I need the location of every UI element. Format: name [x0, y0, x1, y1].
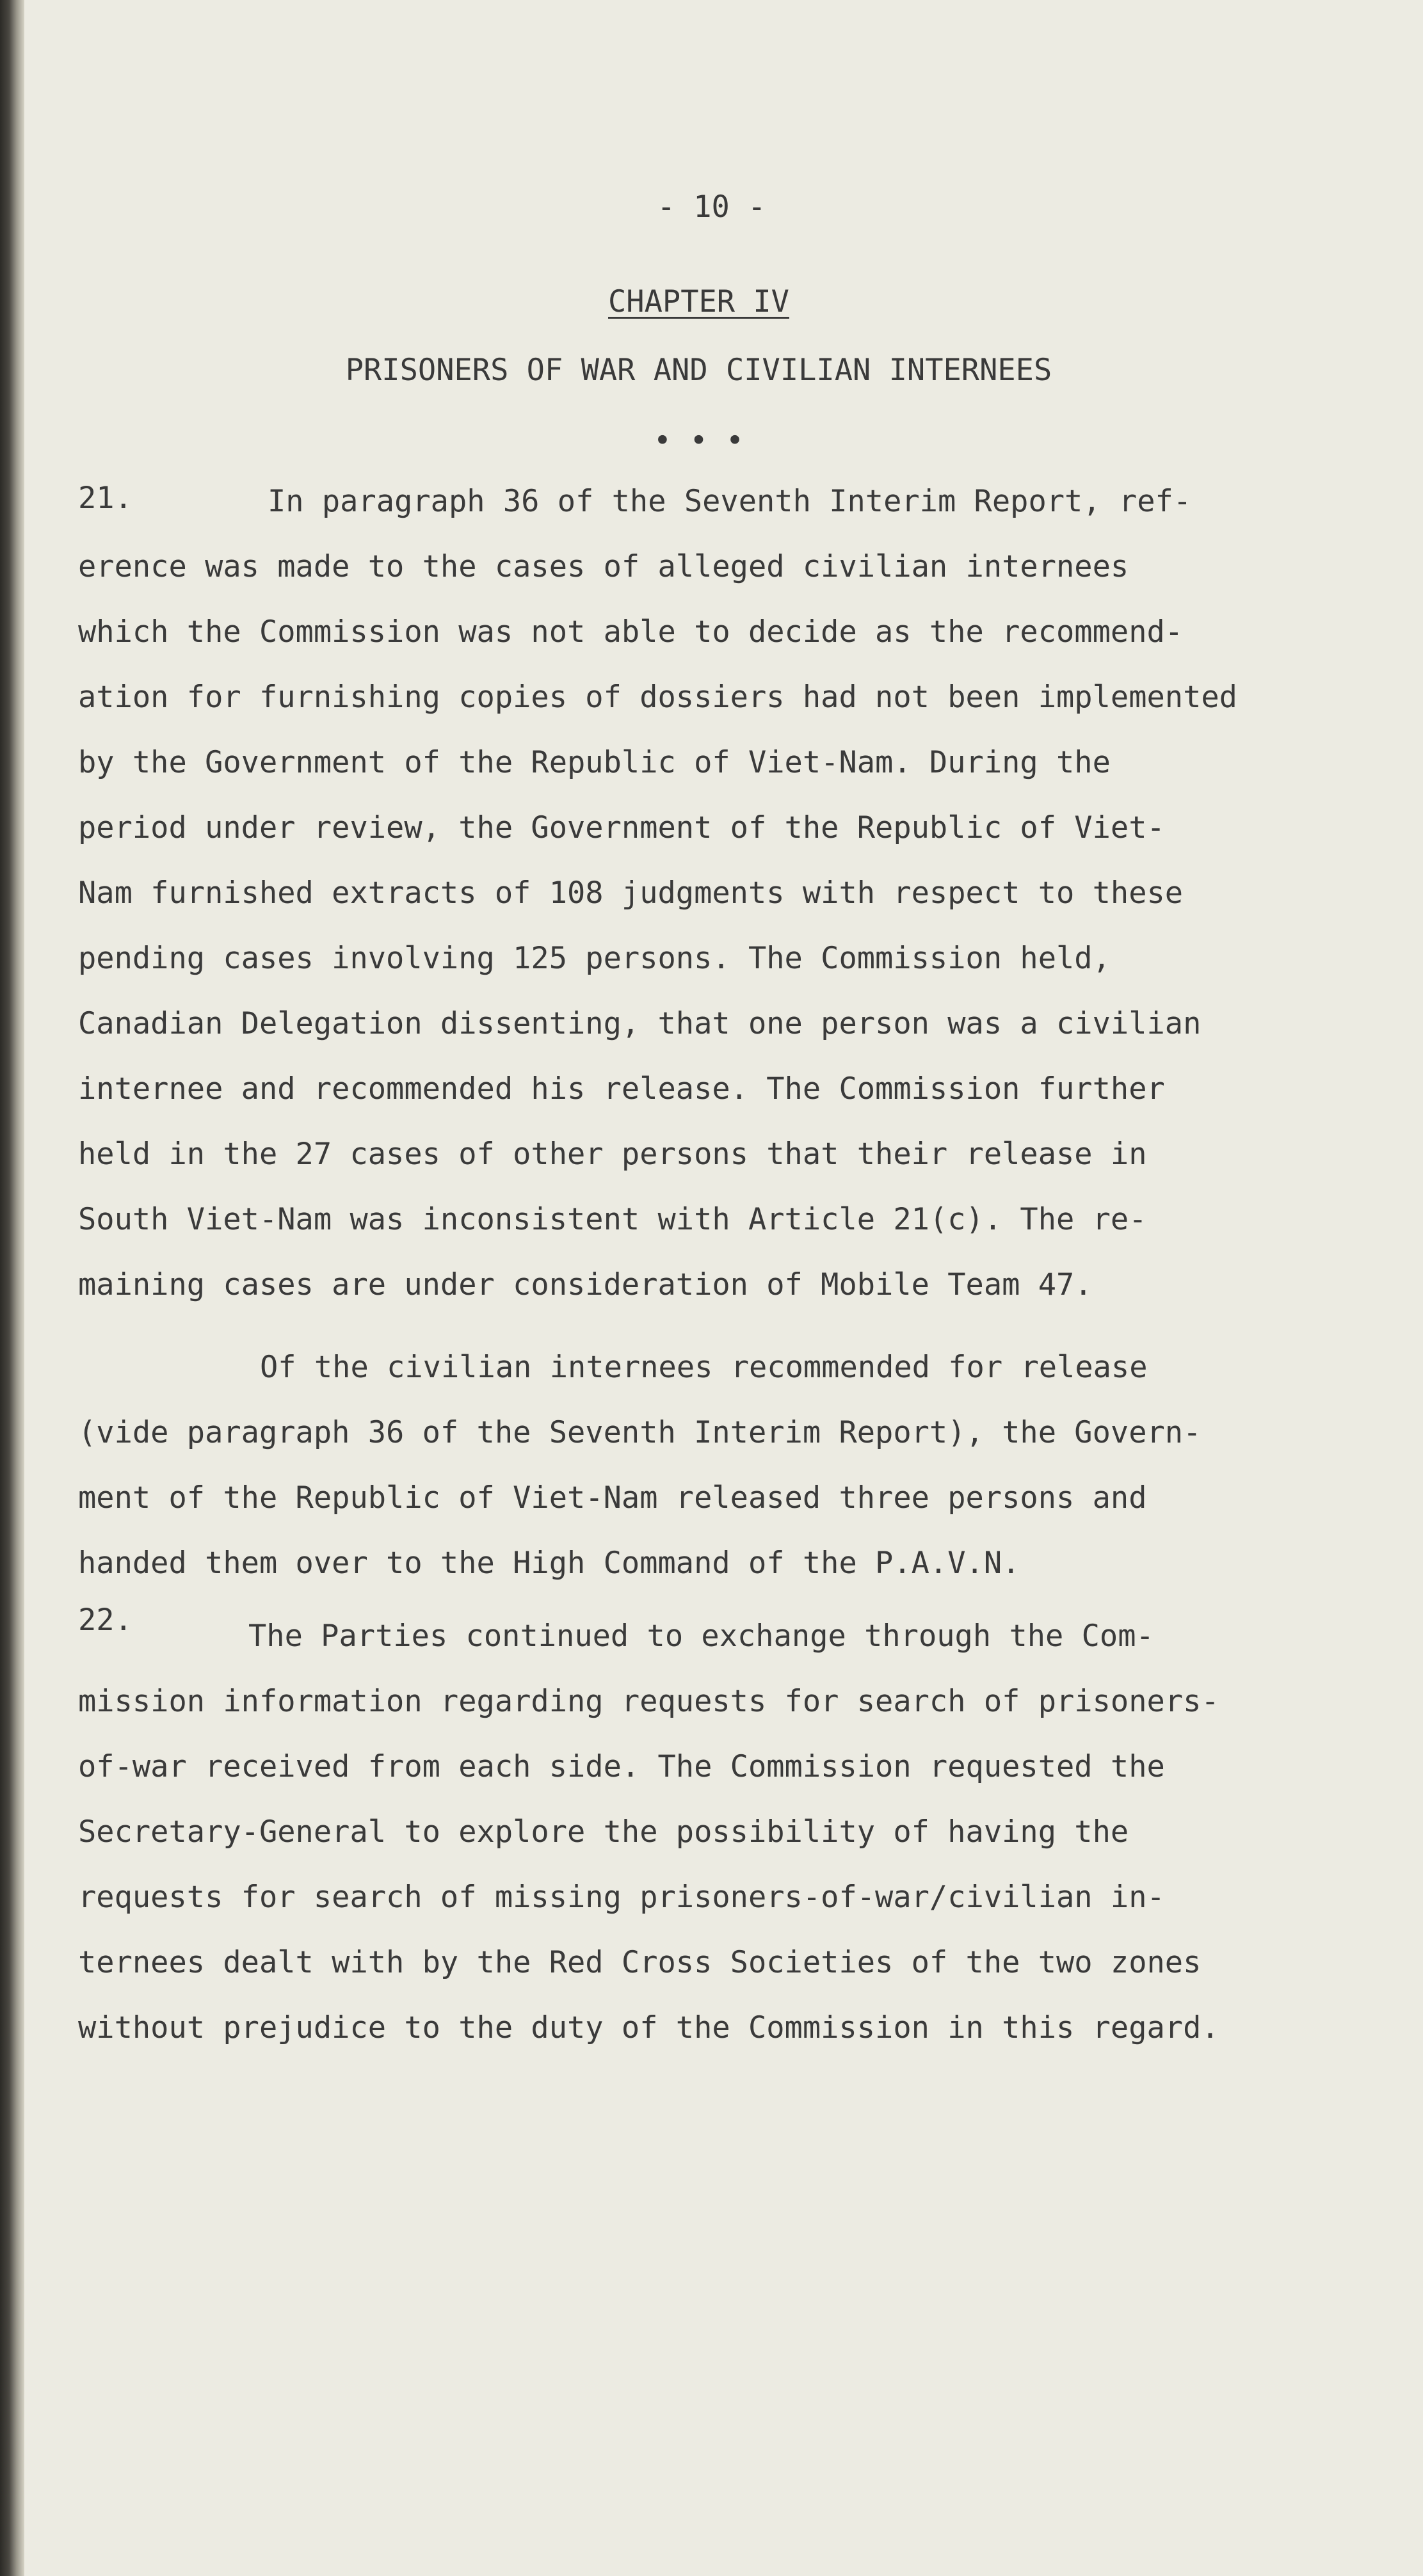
- section-separator: • • •: [653, 423, 744, 458]
- paragraph-21-line-3: which the Commission was not able to decide as the recommend-: [78, 614, 1184, 650]
- chapter-title: PRISONERS OF WAR AND CIVILIAN INTERNEES: [345, 353, 1052, 388]
- paragraph-21b-line-2: (vide paragraph 36 of the Seventh Interim Report), the Govern-: [78, 1415, 1202, 1450]
- paragraph-22-line-4: Secretary-General to explore the possibility of having the: [78, 1814, 1129, 1850]
- paragraph-21b-line-1: Of the civilian internees recommended for release: [260, 1350, 1148, 1385]
- paragraph-number-21: 21.: [78, 481, 133, 516]
- binding-edge: [0, 0, 24, 2576]
- paragraph-21-line-2: erence was made to the cases of alleged civilian internees: [78, 549, 1129, 584]
- paragraph-21-line-10: internee and recommended his release. The Commission further: [78, 1071, 1165, 1107]
- paragraph-22-line-1: The Parties continued to exchange through the Com-: [248, 1619, 1154, 1654]
- paragraph-22-line-7: without prejudice to the duty of the Commission in this regard.: [78, 2010, 1219, 2045]
- paragraph-21-line-7: Nam furnished extracts of 108 judgments with respect to these: [78, 876, 1184, 911]
- paragraph-22-line-6: ternees dealt with by the Red Cross Societies of the two zones: [78, 1945, 1202, 1980]
- paragraph-22-line-2: mission information regarding requests for search of prisoners-: [78, 1684, 1219, 1719]
- paragraph-number-22: 22.: [78, 1603, 133, 1638]
- paragraph-21-line-12: South Viet-Nam was inconsistent with Article 21(c). The re-: [78, 1202, 1147, 1237]
- paragraph-21-line-9: Canadian Delegation dissenting, that one person was a civilian: [78, 1006, 1202, 1041]
- paragraph-21-line-13: maining cases are under consideration of Mobile Team 47.: [78, 1267, 1093, 1302]
- paragraph-21b-line-4: handed them over to the High Command of the P.A.V.N.: [78, 1546, 1020, 1581]
- paragraph-21-line-4: ation for furnishing copies of dossiers had not been implemented: [78, 680, 1237, 715]
- paragraph-21b-line-3: ment of the Republic of Viet-Nam released three persons and: [78, 1480, 1147, 1516]
- paragraph-21-line-5: by the Government of the Republic of Viet-Nam. During the: [78, 745, 1111, 780]
- paragraph-21-line-11: held in the 27 cases of other persons that their release in: [78, 1137, 1147, 1172]
- paragraph-21-line-8: pending cases involving 125 persons. The Commission held,: [78, 941, 1111, 976]
- chapter-heading: CHAPTER IV: [608, 284, 789, 319]
- page-number: - 10 -: [657, 189, 766, 225]
- paragraph-22-line-5: requests for search of missing prisoners-of-war/civilian in-: [78, 1880, 1165, 1915]
- paragraph-21-line-6: period under review, the Government of the Republic of Viet-: [78, 810, 1165, 845]
- paragraph-21-line-1: In paragraph 36 of the Seventh Interim Report, ref-: [268, 484, 1192, 519]
- paragraph-22-line-3: of-war received from each side. The Commission requested the: [78, 1749, 1165, 1784]
